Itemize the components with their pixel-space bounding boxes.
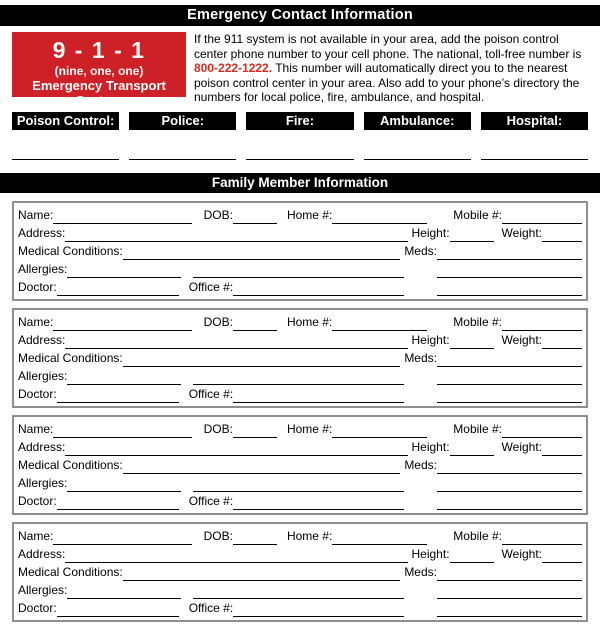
contact-label-hospital: Hospital: <box>481 112 588 130</box>
allergies-continued-line <box>193 476 404 492</box>
meds-line <box>437 565 582 581</box>
ambulance-phone-line <box>364 157 471 160</box>
doctor-label: Doctor: <box>18 387 57 401</box>
dob-label: DOB: <box>203 422 233 436</box>
name-row <box>18 206 582 224</box>
mobile-phone-line <box>502 315 582 331</box>
family-member-blocks <box>12 201 588 622</box>
weight-label: Weight: <box>501 547 542 561</box>
name-line <box>53 422 191 438</box>
name-row <box>18 527 582 545</box>
meds-continued-line-2 <box>437 601 582 617</box>
poison-control-phone-number: 800-222-1222. <box>194 61 273 76</box>
allergies-row <box>18 260 582 278</box>
office-phone-line <box>233 387 404 403</box>
medical-conditions-line <box>123 458 401 474</box>
office-phone-line <box>233 280 404 296</box>
poison-control-instructions <box>194 32 588 105</box>
contact-label-poison-control: Poison Control: <box>12 112 119 130</box>
address-line <box>65 333 407 349</box>
allergies-line <box>67 476 181 492</box>
address-label: Address: <box>18 333 66 347</box>
meds-label: Meds: <box>404 351 437 365</box>
home-phone-label: Home #: <box>286 315 333 329</box>
allergies-continued-line <box>193 262 404 278</box>
home-phone-line <box>332 208 427 224</box>
meds-line <box>437 351 582 367</box>
allergies-row <box>18 581 582 599</box>
allergies-continued-line <box>193 583 404 599</box>
address-line <box>65 226 407 242</box>
address-row <box>18 438 582 456</box>
dob-label: DOB: <box>203 529 233 543</box>
dob-label: DOB: <box>203 208 233 222</box>
height-line <box>450 226 494 242</box>
doctor-row <box>18 599 582 617</box>
name-label: Name: <box>18 315 54 329</box>
medical-conditions-label: Medical Conditions: <box>18 351 123 365</box>
height-label: Height: <box>411 440 450 454</box>
doctor-row <box>18 385 582 403</box>
doctor-line <box>57 280 179 296</box>
911-number: 9 - 1 - 1 <box>52 37 146 63</box>
allergies-row <box>18 474 582 492</box>
home-phone-label: Home #: <box>286 422 333 436</box>
height-label: Height: <box>411 547 450 561</box>
allergies-line <box>67 369 181 385</box>
allergies-row <box>18 367 582 385</box>
height-label: Height: <box>411 333 450 347</box>
mobile-phone-label: Mobile #: <box>453 208 502 222</box>
address-label: Address: <box>18 440 66 454</box>
address-line <box>65 440 407 456</box>
police-phone-line <box>129 157 236 160</box>
medical-row <box>18 349 582 367</box>
poison-control-phone-line <box>12 157 119 160</box>
mobile-phone-label: Mobile #: <box>453 529 502 543</box>
address-row <box>18 224 582 242</box>
name-label: Name: <box>18 529 54 543</box>
doctor-line <box>57 494 179 510</box>
family-section-title: Family Member Information <box>211 175 389 190</box>
emergency-section-banner <box>0 5 600 26</box>
medical-conditions-line <box>123 244 401 260</box>
allergies-label: Allergies: <box>18 369 68 383</box>
contact-label-fire: Fire: <box>246 112 353 130</box>
office-phone-line <box>233 494 404 510</box>
office-phone-label: Office #: <box>188 387 234 401</box>
dob-line <box>233 315 277 331</box>
name-row <box>18 420 582 438</box>
home-phone-line <box>332 422 427 438</box>
911-subtitle: Emergency Transport System <box>32 78 166 108</box>
mobile-phone-line <box>502 529 582 545</box>
allergies-label: Allergies: <box>18 583 68 597</box>
medical-conditions-label: Medical Conditions: <box>18 565 123 579</box>
weight-line <box>542 333 582 349</box>
medical-row <box>18 242 582 260</box>
instructions-text-before: If the 911 system is not available in your area, add the poison control center phone number to your cell phone. The national, toll-free number is <box>194 32 582 61</box>
mobile-phone-line <box>502 208 582 224</box>
meds-continued-line-2 <box>437 280 582 296</box>
emergency-form-page <box>0 5 600 622</box>
meds-continued-line <box>437 369 582 385</box>
medical-row <box>18 563 582 581</box>
mobile-phone-label: Mobile #: <box>453 315 502 329</box>
allergies-line <box>67 583 181 599</box>
meds-continued-line <box>437 262 582 278</box>
doctor-line <box>57 387 179 403</box>
meds-label: Meds: <box>404 458 437 472</box>
address-row <box>18 545 582 563</box>
allergies-continued-line <box>193 369 404 385</box>
doctor-label: Doctor: <box>18 494 57 508</box>
address-row <box>18 331 582 349</box>
doctor-line <box>57 601 179 617</box>
fire-phone-line <box>246 157 353 160</box>
dob-line <box>233 422 277 438</box>
intro-section <box>12 32 588 108</box>
address-line <box>65 547 407 563</box>
medical-conditions-line <box>123 565 401 581</box>
meds-continued-line <box>437 583 582 599</box>
meds-label: Meds: <box>404 244 437 258</box>
doctor-label: Doctor: <box>18 280 57 294</box>
height-line <box>450 440 494 456</box>
medical-conditions-label: Medical Conditions: <box>18 458 123 472</box>
mobile-phone-line <box>502 422 582 438</box>
contact-label-police: Police: <box>129 112 236 130</box>
medical-row <box>18 456 582 474</box>
office-phone-line <box>233 601 404 617</box>
911-card <box>12 32 186 108</box>
weight-line <box>542 440 582 456</box>
doctor-row <box>18 278 582 296</box>
hospital-phone-line <box>481 157 588 160</box>
contact-label-ambulance: Ambulance: <box>364 112 471 130</box>
name-line <box>53 208 191 224</box>
allergies-label: Allergies: <box>18 262 68 276</box>
weight-line <box>542 226 582 242</box>
contact-writein-lines <box>12 157 588 160</box>
family-member-block-2 <box>12 308 588 408</box>
contact-labels-row <box>12 112 588 130</box>
meds-continued-line <box>437 476 582 492</box>
meds-continued-line-2 <box>437 494 582 510</box>
allergies-line <box>67 262 181 278</box>
family-member-block-3 <box>12 415 588 515</box>
name-line <box>53 529 191 545</box>
medical-conditions-line <box>123 351 401 367</box>
mobile-phone-label: Mobile #: <box>453 422 502 436</box>
address-label: Address: <box>18 226 66 240</box>
home-phone-label: Home #: <box>286 529 333 543</box>
height-line <box>450 547 494 563</box>
name-label: Name: <box>18 208 54 222</box>
office-phone-label: Office #: <box>188 601 234 615</box>
height-line <box>450 333 494 349</box>
page-title: Emergency Contact Information <box>187 7 413 23</box>
family-section-banner <box>0 173 600 193</box>
instructions-text-after: This number will automatically direct you to the nearest poison control center in your area. Also add to your phone’s directory the numbers for local police, fire, ambulance, and hospital. <box>194 61 580 105</box>
home-phone-line <box>332 315 427 331</box>
family-member-block-1 <box>12 201 588 301</box>
home-phone-line <box>332 529 427 545</box>
meds-line <box>437 244 582 260</box>
medical-conditions-label: Medical Conditions: <box>18 244 123 258</box>
office-phone-label: Office #: <box>188 280 234 294</box>
dob-line <box>233 529 277 545</box>
allergies-label: Allergies: <box>18 476 68 490</box>
name-row <box>18 313 582 331</box>
name-label: Name: <box>18 422 54 436</box>
name-line <box>53 315 191 331</box>
911-pronunciation: (nine, one, one) <box>54 64 144 78</box>
doctor-label: Doctor: <box>18 601 57 615</box>
address-label: Address: <box>18 547 66 561</box>
office-phone-label: Office #: <box>188 494 234 508</box>
doctor-row <box>18 492 582 510</box>
weight-label: Weight: <box>501 333 542 347</box>
home-phone-label: Home #: <box>286 208 333 222</box>
weight-label: Weight: <box>501 440 542 454</box>
weight-line <box>542 547 582 563</box>
weight-label: Weight: <box>501 226 542 240</box>
meds-label: Meds: <box>404 565 437 579</box>
dob-line <box>233 208 277 224</box>
height-label: Height: <box>411 226 450 240</box>
family-member-block-4 <box>12 522 588 622</box>
meds-continued-line-2 <box>437 387 582 403</box>
meds-line <box>437 458 582 474</box>
dob-label: DOB: <box>203 315 233 329</box>
